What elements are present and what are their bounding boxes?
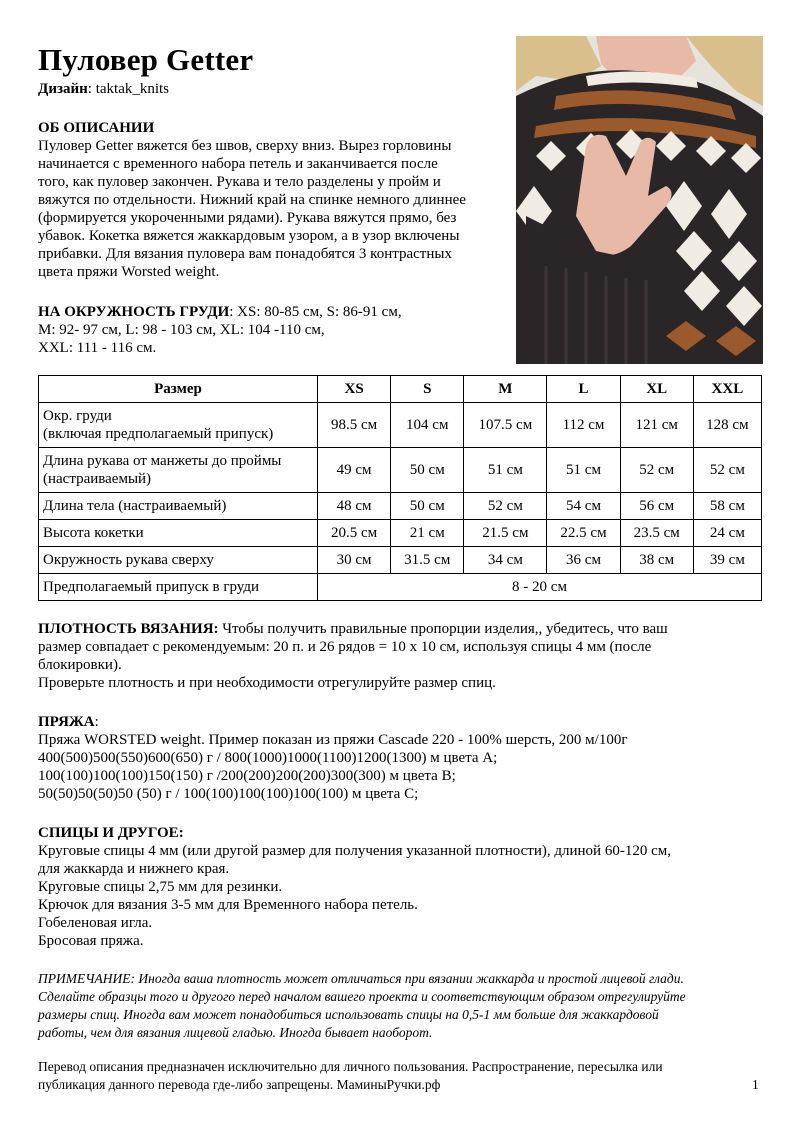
- table-cell: 112 см: [547, 403, 620, 448]
- needles-line: Круговые спицы 4 мм (или другой размер для получения указанной плотности), длиной 60-120 см,: [38, 843, 671, 859]
- table-cell-ease: 8 - 20 см: [318, 574, 762, 601]
- table-header-cell: S: [391, 376, 464, 403]
- gauge-first-line: Чтобы получить правильные пропорции изделия,, убедитесь, что ваш: [218, 621, 668, 637]
- yarn-line: Пряжа WORSTED weight. Пример показан из пряжи Cascade 220 - 100% шерсть, 200 м/100г: [38, 732, 628, 748]
- table-cell: 21.5 см: [464, 520, 547, 547]
- table-cell: 52 см: [620, 448, 693, 493]
- needles-line: Крючок для вязания 3-5 мм для Временного набора петель.: [38, 897, 418, 913]
- footer-copyright: [38, 1058, 738, 1094]
- bust-first-line: : XS: 80-85 см, S: 86-91 см,: [229, 304, 402, 320]
- note-line: размеры спиц. Иногда вам может понадобиться использовать спицы на 0,5-1 мм больше для жаккардовой: [38, 1007, 659, 1022]
- yarn-section: [38, 713, 758, 803]
- pattern-title: Пуловер Getter: [38, 42, 254, 77]
- note-line: работы, чем для вязания лицевой гладью. Иногда бывает наоборот.: [38, 1025, 433, 1040]
- size-table: [38, 375, 762, 601]
- table-cell: 128 см: [693, 403, 761, 448]
- designer-value: : taktak_knits: [87, 81, 170, 97]
- note-line: Сделайте образцы того и другого перед началом вашего проекта и соответствующим образом отрегулируйте: [38, 989, 686, 1004]
- table-cell: 39 см: [693, 547, 761, 574]
- yarn-line: 100(100)100(100)150(150) г /200(200)200(200)300(300) м цвета B;: [38, 768, 456, 784]
- gauge-heading: ПЛОТНОСТЬ ВЯЗАНИЯ:: [38, 621, 219, 637]
- bust-section: [38, 303, 508, 357]
- table-cell: 104 см: [391, 403, 464, 448]
- yarn-colon: :: [94, 714, 99, 730]
- table-cell: 56 см: [620, 493, 693, 520]
- about-section: [38, 119, 508, 281]
- table-cell: 52 см: [693, 448, 761, 493]
- table-cell: 58 см: [693, 493, 761, 520]
- table-cell: 21 см: [391, 520, 464, 547]
- yarn-line: 50(50)50(50)50 (50) г / 100(100)100(100)100(100) м цвета С;: [38, 786, 419, 802]
- about-line: убавок. Кокетка вяжется жаккардовым узором, а в узор включены: [38, 228, 460, 244]
- about-heading: ОБ ОПИСАНИИ: [38, 120, 155, 136]
- table-cell: 107.5 см: [464, 403, 547, 448]
- table-header-cell: Размер: [39, 376, 318, 403]
- table-row-label: Высота кокетки: [39, 520, 318, 547]
- about-line: того, как пуловер закончен. Рукава и тело разделены у пройм и: [38, 174, 441, 190]
- needles-section: [38, 824, 758, 950]
- table-cell: 48 см: [318, 493, 391, 520]
- table-row: [39, 493, 762, 520]
- table-cell: 51 см: [547, 448, 620, 493]
- table-row-label: Окр. груди (включая предполагаемый припуск): [39, 403, 318, 448]
- page-number: 1: [752, 1077, 759, 1092]
- table-cell: 52 см: [464, 493, 547, 520]
- about-line: (формируется укороченными рядами). Рукава вяжутся прямо, без: [38, 210, 457, 226]
- table-row: [39, 574, 762, 601]
- footer-line: Перевод описания предназначен исключительно для личного пользования. Распространение, пересылка или: [38, 1059, 663, 1074]
- needles-heading: СПИЦЫ И ДРУГОЕ:: [38, 825, 184, 841]
- table-cell: 34 см: [464, 547, 547, 574]
- table-cell: 50 см: [391, 448, 464, 493]
- gauge-line: размер совпадает с рекомендуемым: 20 п. и 26 рядов = 10 х 10 см, используя спицы 4 мм (после: [38, 639, 652, 655]
- table-cell: 121 см: [620, 403, 693, 448]
- table-row-label: Предполагаемый припуск в груди: [39, 574, 318, 601]
- table-header-cell: L: [547, 376, 620, 403]
- table-header-cell: XL: [620, 376, 693, 403]
- table-cell: 20.5 см: [318, 520, 391, 547]
- needles-line: Бросовая пряжа.: [38, 933, 144, 949]
- table-cell: 54 см: [547, 493, 620, 520]
- table-cell: 98.5 см: [318, 403, 391, 448]
- table-row-label: Длина тела (настраиваемый): [39, 493, 318, 520]
- table-cell: 30 см: [318, 547, 391, 574]
- designer-label: Дизайн: [38, 81, 88, 97]
- designer-line: [38, 80, 169, 98]
- table-cell: 36 см: [547, 547, 620, 574]
- gauge-line: блокировки).: [38, 657, 122, 673]
- bust-line: M: 92- 97 см, L: 98 - 103 см, XL: 104 -110 см,: [38, 322, 325, 338]
- table-cell: 51 см: [464, 448, 547, 493]
- table-header-cell: XS: [318, 376, 391, 403]
- gauge-section: [38, 620, 738, 692]
- sweater-photo: [516, 36, 763, 364]
- table-row-label: Длина рукава от манжеты до проймы (настраиваемый): [39, 448, 318, 493]
- table-row-label: Окружность рукава сверху: [39, 547, 318, 574]
- table-cell: 31.5 см: [391, 547, 464, 574]
- sweater-photo-illustration: [516, 36, 763, 364]
- table-row: [39, 403, 762, 448]
- gauge-line: Проверьте плотность и при необходимости отрегулируйте размер спиц.: [38, 675, 496, 691]
- table-row: [39, 448, 762, 493]
- bust-heading: НА ОКРУЖНОСТЬ ГРУДИ: [38, 304, 230, 320]
- note-line: ПРИМЕЧАНИЕ: Иногда ваша плотность может отличаться при вязании жаккарда и простой лицевой глади.: [38, 971, 684, 986]
- needles-line: Гобеленовая игла.: [38, 915, 153, 931]
- footer-line: публикация данного перевода где-либо запрещены. МаминыРучки.рф: [38, 1077, 441, 1092]
- needles-line: для жаккарда и нижнего края.: [38, 861, 230, 877]
- note-section: [38, 970, 768, 1042]
- bust-line: XXL: 111 - 116 см.: [38, 340, 157, 356]
- table-row: [39, 520, 762, 547]
- table-header-cell: M: [464, 376, 547, 403]
- yarn-heading: ПРЯЖА: [38, 714, 95, 730]
- table-cell: 49 см: [318, 448, 391, 493]
- about-line: начинается с временного набора петель и заканчивается после: [38, 156, 438, 172]
- table-cell: 24 см: [693, 520, 761, 547]
- table-header-cell: XXL: [693, 376, 761, 403]
- about-line: вяжутся по отдельности. Нижний край на спинке немного длиннее: [38, 192, 466, 208]
- table-cell: 50 см: [391, 493, 464, 520]
- needles-line: Круговые спицы 2,75 мм для резинки.: [38, 879, 283, 895]
- table-header-row: [39, 376, 762, 403]
- yarn-line: 400(500)500(550)600(650) г / 800(1000)1000(1100)1200(1300) м цвета А;: [38, 750, 498, 766]
- about-line: цвета пряжи Worsted weight.: [38, 264, 220, 280]
- table-cell: 23.5 см: [620, 520, 693, 547]
- about-line: прибавки. Для вязания пуловера вам понадобятся 3 контрастных: [38, 246, 452, 262]
- table-row: [39, 547, 762, 574]
- table-cell: 38 см: [620, 547, 693, 574]
- about-line: Пуловер Getter вяжется без швов, сверху вниз. Вырез горловины: [38, 138, 452, 154]
- table-cell: 22.5 см: [547, 520, 620, 547]
